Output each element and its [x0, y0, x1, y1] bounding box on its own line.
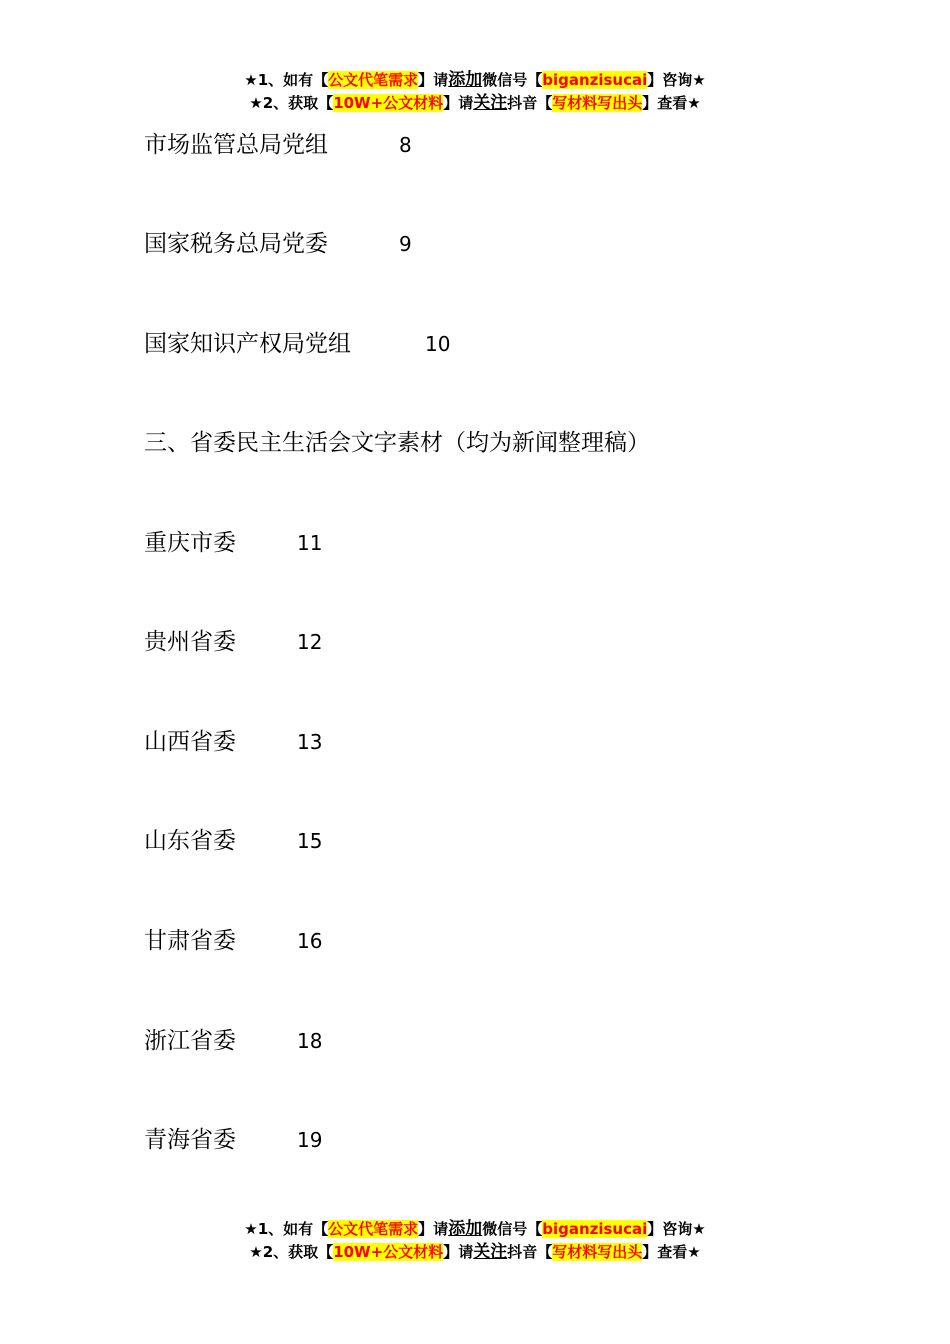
banner-text: ★1、如有【: [244, 71, 329, 89]
banner-text: 】咨询★: [647, 71, 706, 89]
banner-underline: 添加: [448, 1219, 483, 1239]
toc-entry-page: 19: [297, 1128, 323, 1152]
toc-entry-title: 国家税务总局党委: [144, 231, 328, 257]
banner-text: 抖音【: [507, 1243, 553, 1261]
toc-entry-title: 甘肃省委: [144, 928, 236, 954]
banner-underline: 关注: [473, 93, 508, 113]
toc-entry[interactable]: [144, 826, 323, 856]
banner-line-1: [0, 1218, 950, 1241]
toc-entry-page: 8: [399, 133, 412, 157]
footer-banner: [0, 1218, 950, 1264]
banner-text: 微信号【: [482, 71, 543, 89]
toc-entry[interactable]: [144, 627, 323, 657]
toc-entry[interactable]: [144, 329, 451, 359]
toc-entry-page: 13: [297, 730, 323, 754]
banner-text: ★1、如有【: [244, 1220, 329, 1238]
banner-text: 】查看★: [642, 1243, 701, 1261]
banner-text: 】查看★: [642, 94, 701, 112]
toc-entry[interactable]: [144, 229, 412, 259]
banner-text: 】咨询★: [647, 1220, 706, 1238]
toc-entry[interactable]: [144, 130, 412, 160]
banner-underline: 添加: [448, 70, 483, 90]
toc-entry-page: 15: [297, 829, 323, 853]
section-heading[interactable]: 三、省委民主生活会文字素材（均为新闻整理稿）: [144, 430, 650, 456]
toc-entry-page: 18: [297, 1029, 323, 1053]
banner-underline: 关注: [473, 1242, 508, 1262]
toc-entry-title: 山西省委: [144, 729, 236, 755]
banner-highlight: biganzisucai: [542, 71, 648, 89]
banner-text: 】请: [443, 1243, 474, 1261]
banner-highlight: 10W+公文材料: [333, 94, 444, 112]
banner-text: 】请: [418, 71, 449, 89]
header-banner: [0, 69, 950, 115]
banner-highlight: 10W+公文材料: [333, 1243, 444, 1261]
banner-line-2: [0, 92, 950, 115]
toc-entry-page: 10: [425, 332, 451, 356]
toc-entry[interactable]: [144, 1125, 323, 1155]
toc-entry-title: 国家知识产权局党组: [144, 331, 351, 357]
banner-text: 】请: [418, 1220, 449, 1238]
banner-highlight: 公文代笔需求: [328, 1220, 419, 1238]
toc-entry[interactable]: [144, 528, 323, 558]
banner-highlight: 写材料写出头: [552, 1243, 643, 1261]
banner-line-1: [0, 69, 950, 92]
toc-entry-title: 市场监管总局党组: [144, 132, 328, 158]
toc-entry-title: 山东省委: [144, 828, 236, 854]
toc-entry-page: 9: [399, 232, 412, 256]
banner-text: 】请: [443, 94, 474, 112]
toc-entry[interactable]: [144, 727, 323, 757]
toc-entry-page: 16: [297, 929, 323, 953]
toc-entry-page: 11: [297, 531, 323, 555]
banner-text: ★2、获取【: [249, 94, 334, 112]
banner-text: 微信号【: [482, 1220, 543, 1238]
toc-entry-title: 重庆市委: [144, 530, 236, 556]
toc-entry[interactable]: [144, 1026, 323, 1056]
banner-text: 抖音【: [507, 94, 553, 112]
toc-entry[interactable]: [144, 926, 323, 956]
banner-text: ★2、获取【: [249, 1243, 334, 1261]
banner-highlight: 写材料写出头: [552, 94, 643, 112]
banner-line-2: [0, 1241, 950, 1264]
toc-entry-title: 贵州省委: [144, 629, 236, 655]
banner-highlight: 公文代笔需求: [328, 71, 419, 89]
toc-entry-title: 青海省委: [144, 1127, 236, 1153]
toc-entry-title: 浙江省委: [144, 1028, 236, 1054]
toc-entry-page: 12: [297, 630, 323, 654]
banner-highlight: biganzisucai: [542, 1220, 648, 1238]
